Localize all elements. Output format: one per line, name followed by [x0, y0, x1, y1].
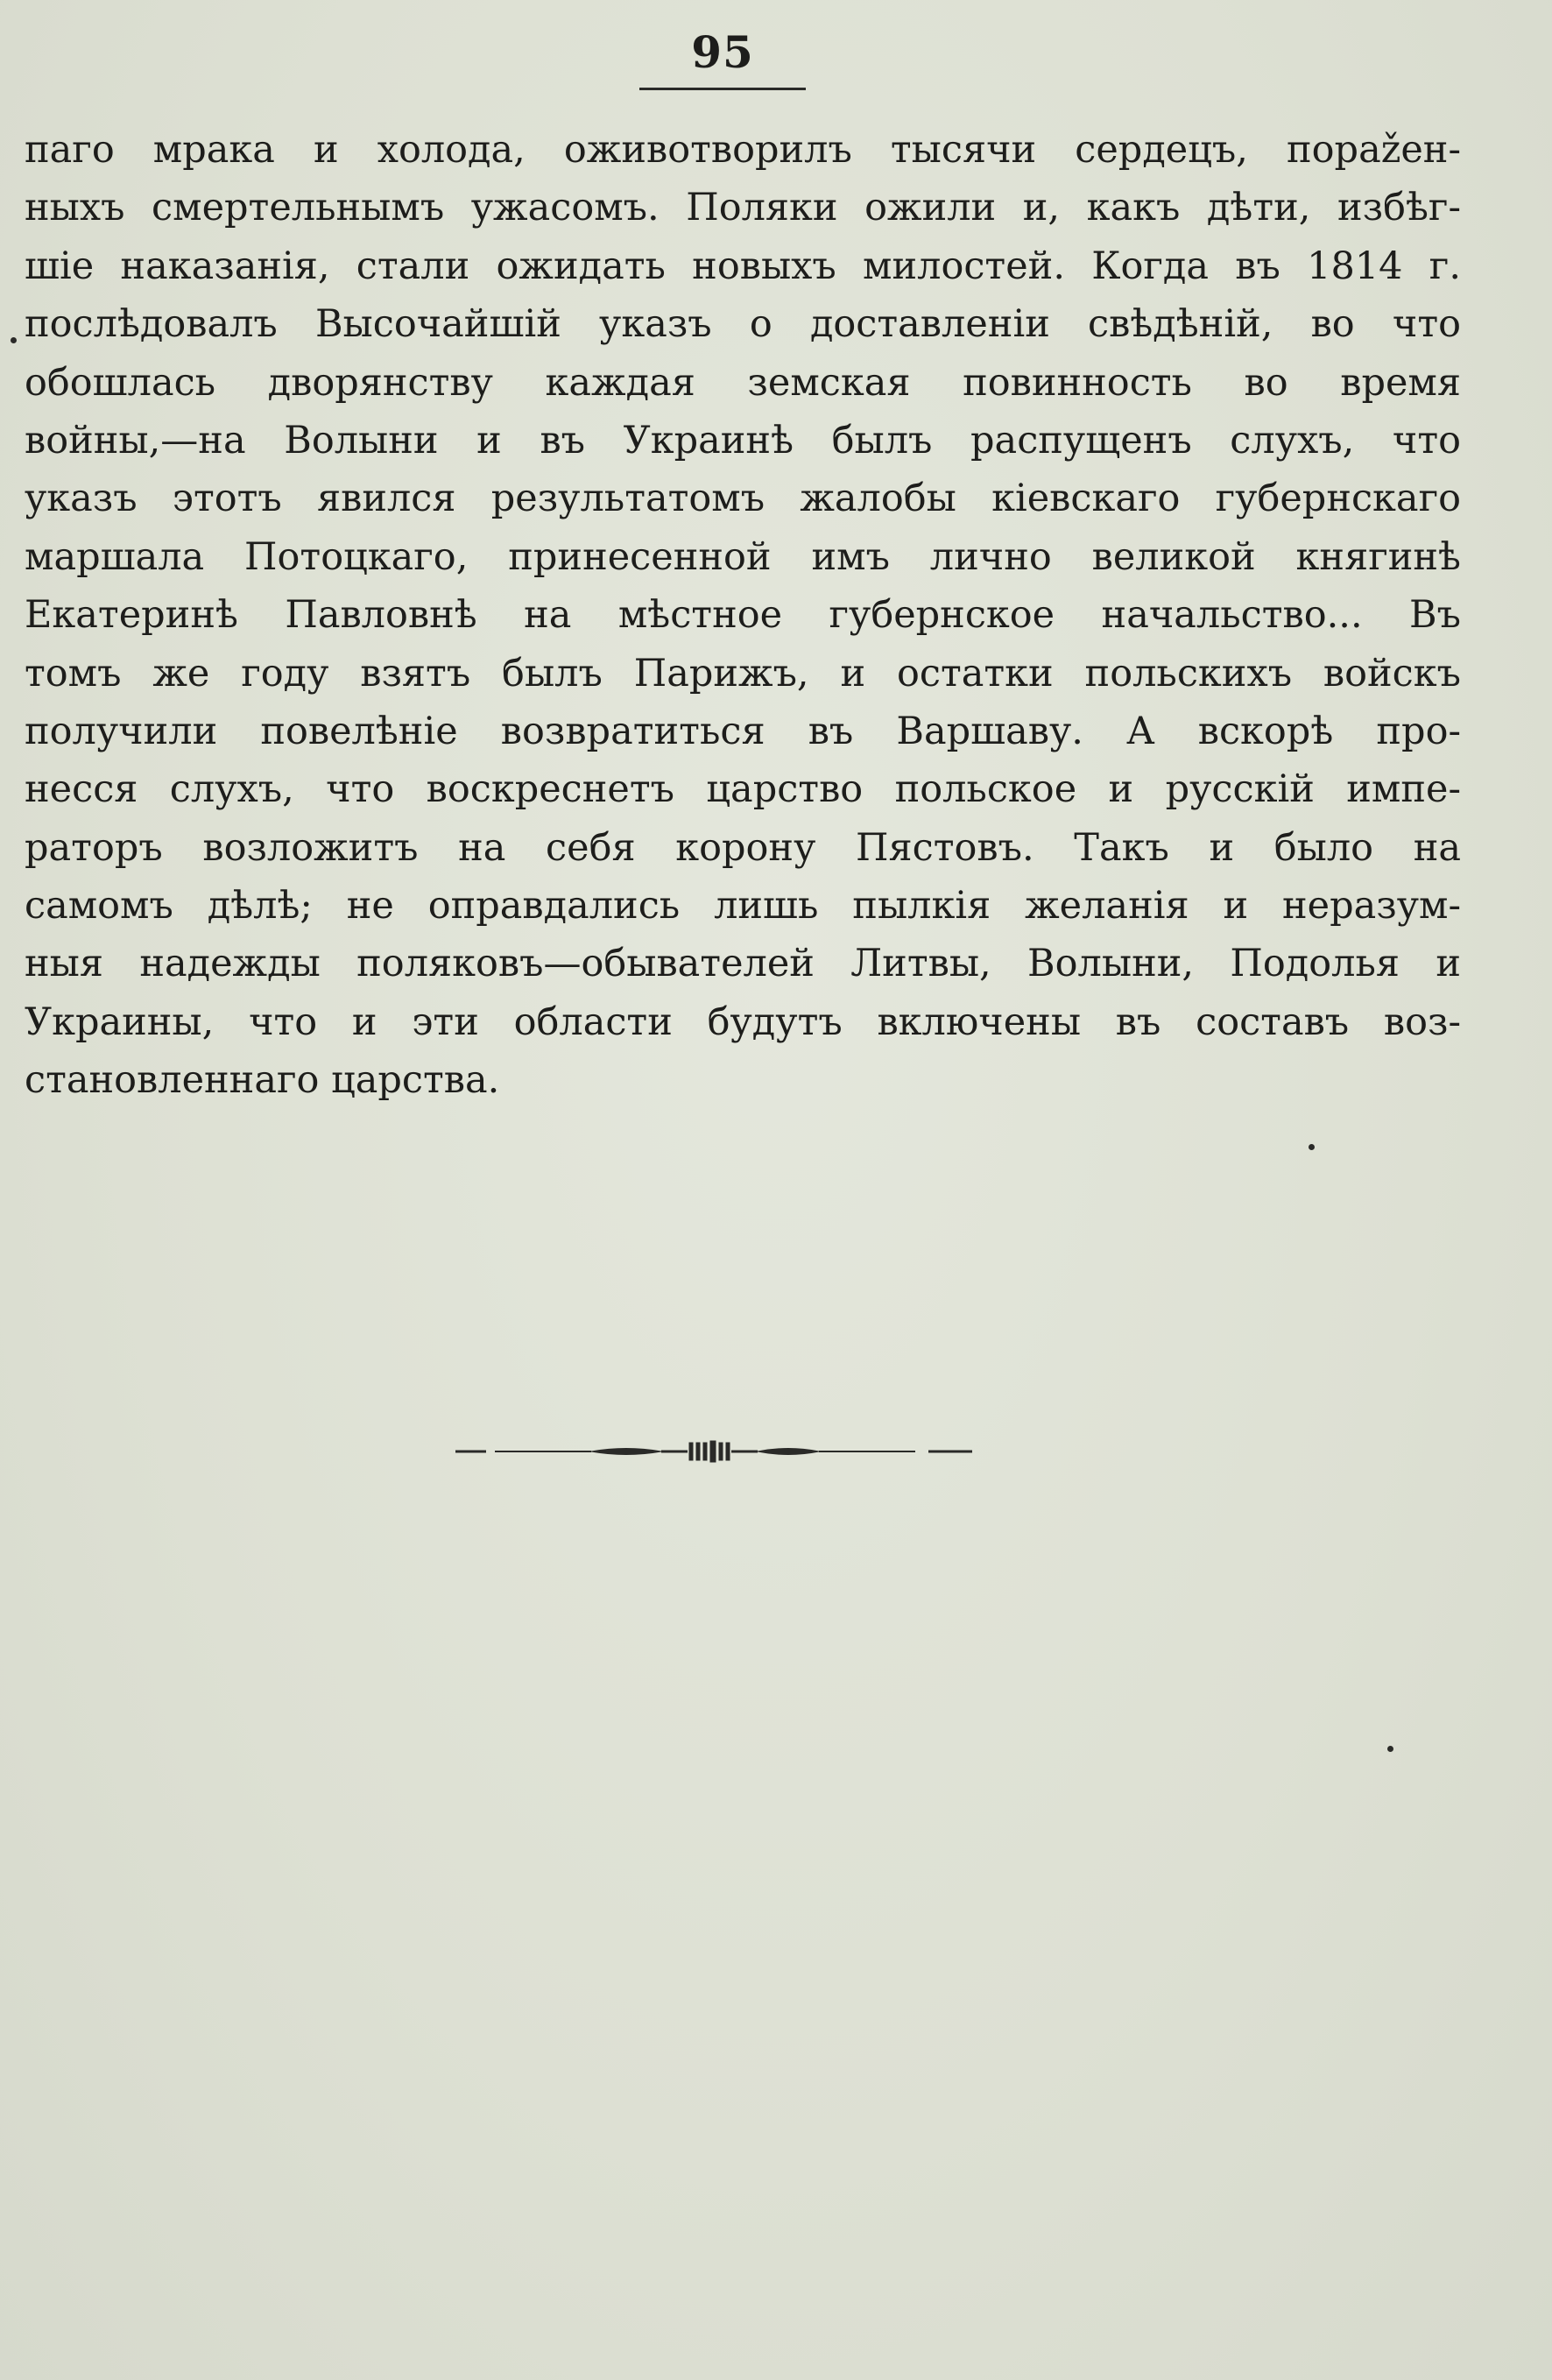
- text-line: шіе наказанія, стали ожидать новыхъ милостей. Когда въ 1814 г.: [25, 244, 1461, 288]
- text-line: томъ же году взятъ былъ Парижъ, и остатки польскихъ войскъ: [25, 651, 1461, 696]
- text-line: обошлась дворянству каждая земская повинность во время: [25, 360, 1461, 405]
- text-line: Екатеринѣ Павловнѣ на мѣстное губернское начальство... Въ: [25, 593, 1461, 638]
- text-line: указъ этотъ явился результатомъ жалобы кіевскаго губернскаго: [25, 477, 1461, 521]
- body-text: [25, 121, 1461, 1110]
- text-line: паго мрака и холода, оживотворилъ тысячи сердецъ, пораžен-: [25, 128, 1461, 172]
- text-line: получили повелѣніе возвратиться въ Варшаву. А вскорѣ про-: [25, 709, 1461, 753]
- text-line-last: становленнаго царства.: [25, 1058, 500, 1103]
- page-number: 95: [691, 26, 754, 78]
- print-speck: [1309, 1144, 1315, 1150]
- print-speck: [1387, 1746, 1393, 1752]
- text-line: ныя надежды поляковъ—обывателей Литвы, Волыни, Подолья и: [25, 942, 1461, 986]
- text-line: Украины, что и эти области будутъ включены въ составъ воз-: [25, 999, 1461, 1044]
- text-line: раторъ возложитъ на себя корону Пястовъ. Такъ и было на: [25, 825, 1461, 870]
- text-line: маршала Потоцкаго, принесенной имъ лично великой княгинѣ: [25, 534, 1461, 579]
- text-line: самомъ дѣлѣ; не оправдались лишь пылкія желанія и неразум-: [25, 884, 1461, 929]
- text-line: войны,—на Волыни и въ Украинѣ былъ распущенъ слухъ, что: [25, 418, 1461, 463]
- print-speck: [11, 337, 17, 343]
- text-line: ныхъ смертельнымъ ужасомъ. Поляки ожили и, какъ дѣти, избѣг-: [25, 186, 1461, 230]
- ornament-divider: [451, 1430, 977, 1473]
- page-number-rule: [639, 88, 806, 90]
- text-line: послѣдовалъ Высочайшій указъ о доставленіи свѣдѣній, во что: [25, 302, 1461, 347]
- text-line: несся слухъ, что воскреснетъ царство польское и русскій импе-: [25, 767, 1461, 812]
